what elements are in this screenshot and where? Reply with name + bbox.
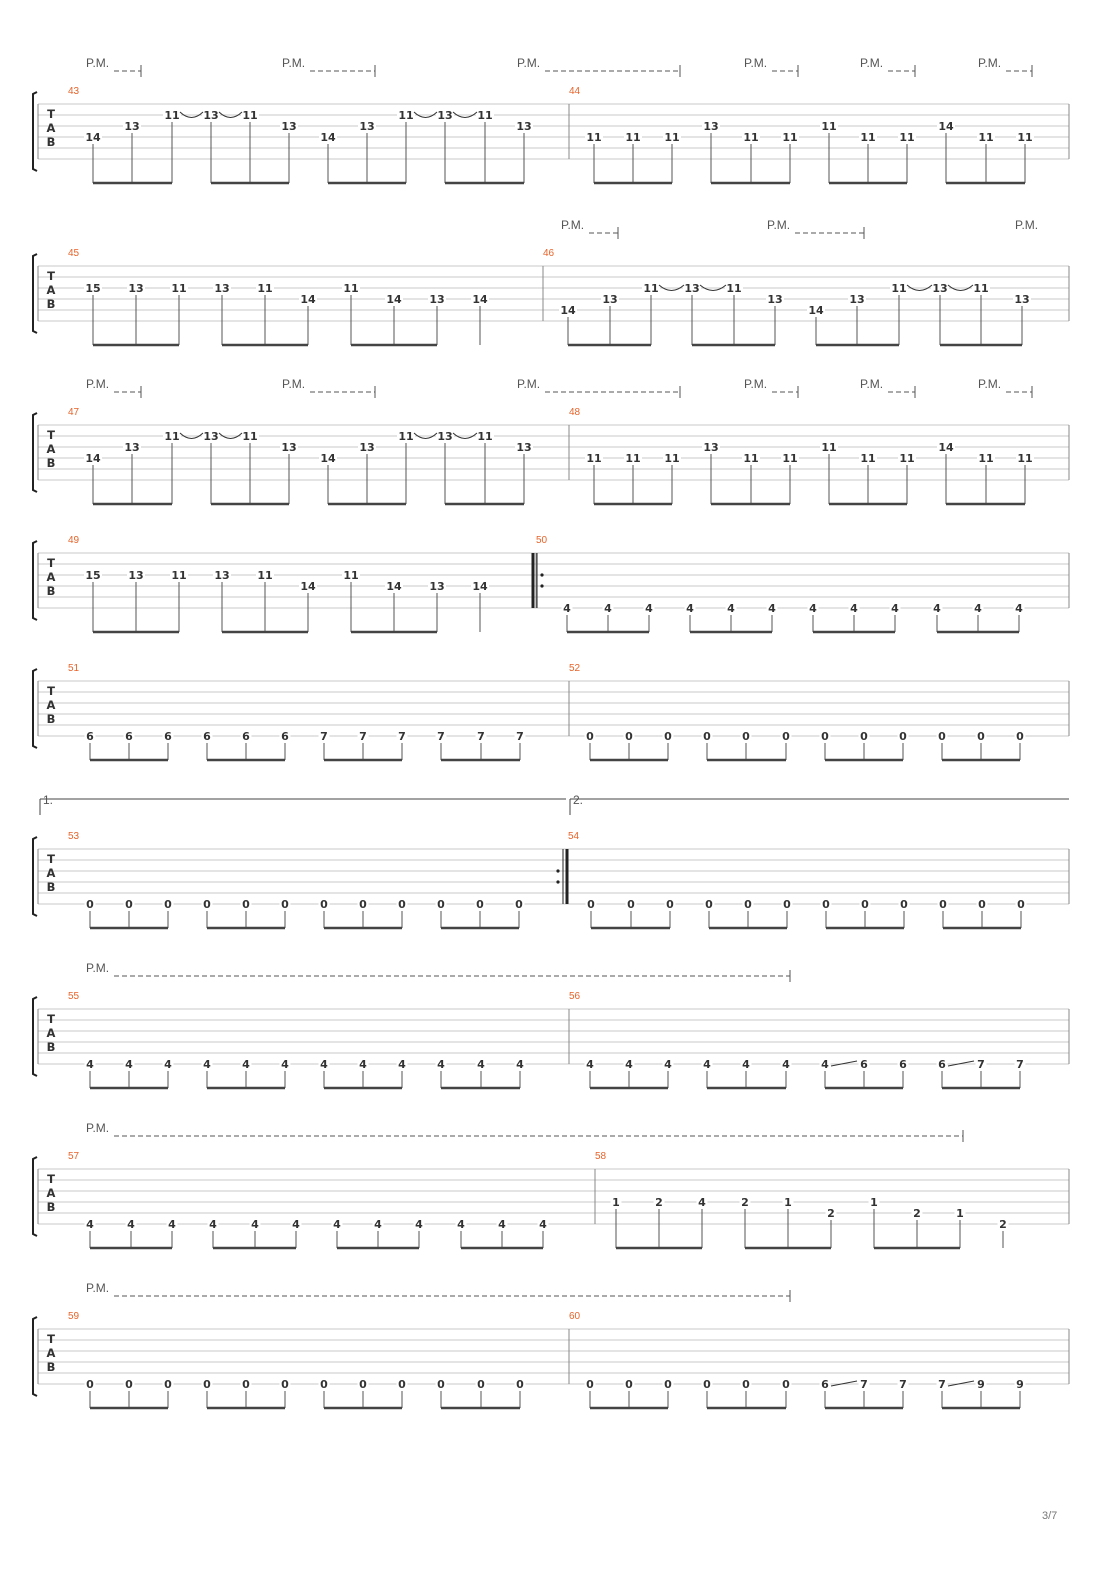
fret-number: 0 bbox=[625, 1378, 633, 1391]
tab-clef-letter: B bbox=[46, 880, 56, 894]
fret-number: 0 bbox=[437, 898, 445, 911]
fret-number: 6 bbox=[242, 730, 250, 743]
fret-number: 7 bbox=[477, 730, 485, 743]
fret-number: 11 bbox=[242, 109, 258, 122]
fret-number: 0 bbox=[203, 898, 211, 911]
tab-clef-letter: T bbox=[47, 684, 55, 698]
fret-number: 4 bbox=[168, 1218, 176, 1231]
fret-number: 0 bbox=[1016, 730, 1024, 743]
fret-number: 0 bbox=[821, 730, 829, 743]
measure-number: 43 bbox=[68, 86, 80, 97]
tab-clef-letter: B bbox=[46, 297, 56, 311]
fret-number: 0 bbox=[281, 1378, 289, 1391]
fret-number: 4 bbox=[457, 1218, 465, 1231]
measure-number: 60 bbox=[569, 1311, 581, 1322]
fret-number: 13 bbox=[516, 441, 532, 454]
measure-number: 54 bbox=[568, 831, 580, 842]
fret-number: 11 bbox=[164, 109, 180, 122]
fret-number: 4 bbox=[586, 1058, 594, 1071]
fret-number: 4 bbox=[727, 602, 735, 615]
fret-number: 13 bbox=[703, 120, 719, 133]
fret-number: 7 bbox=[516, 730, 524, 743]
fret-number: 7 bbox=[437, 730, 445, 743]
fret-number: 0 bbox=[742, 1378, 750, 1391]
measure-number: 56 bbox=[569, 991, 581, 1002]
tab-clef-letter: T bbox=[47, 1172, 55, 1186]
system-bracket bbox=[33, 254, 37, 333]
measure-number: 48 bbox=[569, 407, 581, 418]
fret-number: 11 bbox=[625, 452, 641, 465]
fret-number: 4 bbox=[664, 1058, 672, 1071]
tab-system bbox=[33, 1281, 1069, 1408]
fret-number: 14 bbox=[386, 580, 402, 593]
fret-number: 0 bbox=[125, 1378, 133, 1391]
fret-number: 0 bbox=[977, 730, 985, 743]
fret-number: 6 bbox=[938, 1058, 946, 1071]
fret-number: 11 bbox=[899, 131, 915, 144]
fret-number: 1 bbox=[870, 1196, 878, 1209]
palm-mute-label: P.M. bbox=[561, 218, 585, 232]
palm-mute-label: P.M. bbox=[744, 56, 768, 70]
system-bracket bbox=[33, 413, 37, 492]
palm-mute-label: P.M. bbox=[517, 377, 541, 391]
fret-number: 4 bbox=[933, 602, 941, 615]
fret-number: 4 bbox=[809, 602, 817, 615]
fret-number: 0 bbox=[861, 898, 869, 911]
fret-number: 0 bbox=[398, 1378, 406, 1391]
fret-number: 13 bbox=[128, 569, 144, 582]
fret-number: 11 bbox=[664, 452, 680, 465]
fret-number: 4 bbox=[86, 1218, 94, 1231]
tab-clef-letter: T bbox=[47, 107, 55, 121]
fret-number: 0 bbox=[703, 1378, 711, 1391]
tab-clef-letter: T bbox=[47, 269, 55, 283]
fret-number: 13 bbox=[214, 569, 230, 582]
fret-number: 11 bbox=[257, 282, 273, 295]
fret-number: 4 bbox=[768, 602, 776, 615]
tab-clef-letter: A bbox=[46, 442, 56, 456]
fret-number: 0 bbox=[666, 898, 674, 911]
fret-number: 13 bbox=[684, 282, 700, 295]
fret-number: 14 bbox=[560, 304, 576, 317]
fret-number: 4 bbox=[891, 602, 899, 615]
fret-number: 1 bbox=[956, 1207, 964, 1220]
fret-number: 1 bbox=[612, 1196, 620, 1209]
fret-number: 0 bbox=[516, 1378, 524, 1391]
fret-number: 0 bbox=[938, 730, 946, 743]
fret-number: 11 bbox=[1017, 131, 1033, 144]
fret-number: 11 bbox=[743, 452, 759, 465]
fret-number: 7 bbox=[938, 1378, 946, 1391]
palm-mute-label: P.M. bbox=[86, 1281, 110, 1295]
fret-number: 0 bbox=[203, 1378, 211, 1391]
fret-number: 13 bbox=[359, 120, 375, 133]
measure-number: 49 bbox=[68, 535, 80, 546]
measure-number: 59 bbox=[68, 1311, 80, 1322]
fret-number: 0 bbox=[664, 730, 672, 743]
palm-mute-label: P.M. bbox=[1015, 218, 1039, 232]
fret-number: 13 bbox=[1014, 293, 1030, 306]
fret-number: 4 bbox=[203, 1058, 211, 1071]
fret-number: 0 bbox=[86, 898, 94, 911]
tab-system bbox=[33, 1121, 1069, 1248]
fret-number: 4 bbox=[127, 1218, 135, 1231]
fret-number: 11 bbox=[643, 282, 659, 295]
tab-clef-letter: T bbox=[47, 556, 55, 570]
fret-number: 13 bbox=[429, 293, 445, 306]
fret-number: 4 bbox=[281, 1058, 289, 1071]
fret-number: 2 bbox=[999, 1218, 1007, 1231]
fret-number: 11 bbox=[973, 282, 989, 295]
measure-number: 58 bbox=[595, 1151, 607, 1162]
fret-number: 11 bbox=[899, 452, 915, 465]
fret-number: 0 bbox=[978, 898, 986, 911]
fret-number: 0 bbox=[242, 1378, 250, 1391]
fret-number: 2 bbox=[827, 1207, 835, 1220]
fret-number: 4 bbox=[477, 1058, 485, 1071]
fret-number: 11 bbox=[586, 452, 602, 465]
fret-number: 7 bbox=[1016, 1058, 1024, 1071]
fret-number: 4 bbox=[782, 1058, 790, 1071]
fret-number: 13 bbox=[437, 430, 453, 443]
fret-number: 7 bbox=[398, 730, 406, 743]
fret-number: 0 bbox=[627, 898, 635, 911]
fret-number: 9 bbox=[1016, 1378, 1024, 1391]
fret-number: 14 bbox=[808, 304, 824, 317]
tab-clef-letter: A bbox=[46, 283, 56, 297]
fret-number: 11 bbox=[978, 131, 994, 144]
fret-number: 0 bbox=[625, 730, 633, 743]
fret-number: 11 bbox=[978, 452, 994, 465]
fret-number: 13 bbox=[203, 430, 219, 443]
fret-number: 14 bbox=[386, 293, 402, 306]
fret-number: 14 bbox=[85, 131, 101, 144]
tab-clef-letter: A bbox=[46, 1346, 56, 1360]
fret-number: 4 bbox=[242, 1058, 250, 1071]
tab-clef-letter: T bbox=[47, 852, 55, 866]
fret-number: 4 bbox=[974, 602, 982, 615]
palm-mute-label: P.M. bbox=[744, 377, 768, 391]
fret-number: 0 bbox=[664, 1378, 672, 1391]
tab-clef-letter: A bbox=[46, 1186, 56, 1200]
fret-number: 4 bbox=[498, 1218, 506, 1231]
fret-number: 4 bbox=[821, 1058, 829, 1071]
fret-number: 11 bbox=[860, 131, 876, 144]
fret-number: 13 bbox=[281, 120, 297, 133]
fret-number: 11 bbox=[625, 131, 641, 144]
tab-system bbox=[33, 56, 1069, 183]
fret-number: 4 bbox=[251, 1218, 259, 1231]
fret-number: 0 bbox=[125, 898, 133, 911]
fret-number: 11 bbox=[257, 569, 273, 582]
fret-number: 4 bbox=[645, 602, 653, 615]
fret-number: 4 bbox=[686, 602, 694, 615]
fret-number: 4 bbox=[292, 1218, 300, 1231]
fret-number: 14 bbox=[320, 452, 336, 465]
tab-clef-letter: B bbox=[46, 712, 56, 726]
fret-number: 0 bbox=[705, 898, 713, 911]
fret-number: 13 bbox=[932, 282, 948, 295]
palm-mute-label: P.M. bbox=[86, 1121, 110, 1135]
fret-number: 13 bbox=[214, 282, 230, 295]
tab-clef-letter: T bbox=[47, 1012, 55, 1026]
fret-number: 6 bbox=[164, 730, 172, 743]
palm-mute-label: P.M. bbox=[860, 56, 884, 70]
fret-number: 0 bbox=[477, 1378, 485, 1391]
palm-mute-label: P.M. bbox=[282, 56, 306, 70]
fret-number: 11 bbox=[782, 452, 798, 465]
fret-number: 6 bbox=[899, 1058, 907, 1071]
fret-number: 11 bbox=[398, 109, 414, 122]
fret-number: 11 bbox=[398, 430, 414, 443]
palm-mute-label: P.M. bbox=[86, 961, 110, 975]
system-bracket bbox=[33, 997, 37, 1076]
fret-number: 2 bbox=[913, 1207, 921, 1220]
measure-number: 51 bbox=[68, 663, 80, 674]
fret-number: 0 bbox=[860, 730, 868, 743]
fret-number: 11 bbox=[171, 569, 187, 582]
fret-number: 13 bbox=[124, 441, 140, 454]
fret-number: 7 bbox=[359, 730, 367, 743]
fret-number: 6 bbox=[281, 730, 289, 743]
tab-clef-letter: B bbox=[46, 1040, 56, 1054]
tab-system bbox=[33, 793, 1069, 928]
tab-clef-letter: T bbox=[47, 1332, 55, 1346]
fret-number: 15 bbox=[85, 282, 101, 295]
fret-number: 14 bbox=[85, 452, 101, 465]
fret-number: 0 bbox=[359, 898, 367, 911]
measure-number: 44 bbox=[569, 86, 581, 97]
system-bracket bbox=[33, 1317, 37, 1396]
fret-number: 13 bbox=[203, 109, 219, 122]
fret-number: 9 bbox=[977, 1378, 985, 1391]
measure-number: 47 bbox=[68, 407, 80, 418]
fret-number: 4 bbox=[209, 1218, 217, 1231]
measure-number: 55 bbox=[68, 991, 80, 1002]
fret-number: 11 bbox=[860, 452, 876, 465]
system-bracket bbox=[33, 92, 37, 171]
fret-number: 13 bbox=[281, 441, 297, 454]
fret-number: 14 bbox=[300, 293, 316, 306]
fret-number: 0 bbox=[782, 730, 790, 743]
fret-number: 14 bbox=[938, 441, 954, 454]
volta-2-label: 2. bbox=[573, 793, 584, 807]
fret-number: 13 bbox=[767, 293, 783, 306]
fret-number: 13 bbox=[703, 441, 719, 454]
fret-number: 11 bbox=[821, 120, 837, 133]
fret-number: 6 bbox=[860, 1058, 868, 1071]
fret-number: 6 bbox=[86, 730, 94, 743]
tab-system bbox=[33, 377, 1069, 504]
fret-number: 0 bbox=[398, 898, 406, 911]
tab-system bbox=[33, 218, 1069, 345]
fret-number: 13 bbox=[516, 120, 532, 133]
fret-number: 0 bbox=[1017, 898, 1025, 911]
fret-number: 0 bbox=[586, 1378, 594, 1391]
page-number: 3/7 bbox=[1042, 1510, 1058, 1522]
fret-number: 11 bbox=[743, 131, 759, 144]
fret-number: 0 bbox=[437, 1378, 445, 1391]
fret-number: 7 bbox=[860, 1378, 868, 1391]
fret-number: 0 bbox=[476, 898, 484, 911]
tab-clef-letter: B bbox=[46, 1200, 56, 1214]
fret-number: 11 bbox=[891, 282, 907, 295]
fret-number: 6 bbox=[125, 730, 133, 743]
system-bracket bbox=[33, 541, 37, 620]
palm-mute-label: P.M. bbox=[86, 56, 110, 70]
fret-number: 4 bbox=[398, 1058, 406, 1071]
tab-system bbox=[33, 961, 1069, 1088]
fret-number: 11 bbox=[242, 430, 258, 443]
fret-number: 0 bbox=[586, 730, 594, 743]
tab-clef-letter: A bbox=[46, 698, 56, 712]
measure-number: 53 bbox=[68, 831, 80, 842]
tab-clef-letter: A bbox=[46, 121, 56, 135]
fret-number: 14 bbox=[320, 131, 336, 144]
fret-number: 11 bbox=[343, 282, 359, 295]
fret-number: 7 bbox=[320, 730, 328, 743]
fret-number: 0 bbox=[359, 1378, 367, 1391]
fret-number: 13 bbox=[437, 109, 453, 122]
palm-mute-label: P.M. bbox=[767, 218, 791, 232]
fret-number: 4 bbox=[703, 1058, 711, 1071]
palm-mute-label: P.M. bbox=[978, 56, 1002, 70]
fret-number: 4 bbox=[125, 1058, 133, 1071]
fret-number: 2 bbox=[741, 1196, 749, 1209]
fret-number: 11 bbox=[726, 282, 742, 295]
tab-clef-letter: A bbox=[46, 570, 56, 584]
palm-mute-label: P.M. bbox=[282, 377, 306, 391]
system-bracket bbox=[33, 1157, 37, 1236]
fret-number: 13 bbox=[124, 120, 140, 133]
measure-number: 52 bbox=[569, 663, 581, 674]
fret-number: 11 bbox=[477, 430, 493, 443]
fret-number: 1 bbox=[784, 1196, 792, 1209]
fret-number: 0 bbox=[899, 730, 907, 743]
fret-number: 7 bbox=[899, 1378, 907, 1391]
fret-number: 13 bbox=[429, 580, 445, 593]
fret-number: 11 bbox=[477, 109, 493, 122]
repeat-dot bbox=[540, 573, 543, 576]
fret-number: 11 bbox=[164, 430, 180, 443]
fret-number: 4 bbox=[320, 1058, 328, 1071]
fret-number: 0 bbox=[242, 898, 250, 911]
fret-number: 11 bbox=[171, 282, 187, 295]
repeat-dot bbox=[556, 869, 559, 872]
tab-clef-letter: T bbox=[47, 428, 55, 442]
tab-system bbox=[33, 663, 1069, 760]
fret-number: 11 bbox=[343, 569, 359, 582]
fret-number: 4 bbox=[164, 1058, 172, 1071]
fret-number: 14 bbox=[472, 580, 488, 593]
fret-number: 11 bbox=[664, 131, 680, 144]
fret-number: 0 bbox=[281, 898, 289, 911]
fret-number: 4 bbox=[604, 602, 612, 615]
tab-clef-letter: B bbox=[46, 584, 56, 598]
palm-mute-label: P.M. bbox=[517, 56, 541, 70]
fret-number: 4 bbox=[86, 1058, 94, 1071]
fret-number: 13 bbox=[359, 441, 375, 454]
fret-number: 0 bbox=[164, 1378, 172, 1391]
tab-clef-letter: B bbox=[46, 135, 56, 149]
fret-number: 11 bbox=[586, 131, 602, 144]
measure-number: 46 bbox=[543, 248, 555, 259]
fret-number: 0 bbox=[783, 898, 791, 911]
fret-number: 4 bbox=[698, 1196, 706, 1209]
fret-number: 14 bbox=[300, 580, 316, 593]
fret-number: 4 bbox=[437, 1058, 445, 1071]
fret-number: 11 bbox=[782, 131, 798, 144]
fret-number: 0 bbox=[744, 898, 752, 911]
volta-1-label: 1. bbox=[43, 793, 54, 807]
fret-number: 15 bbox=[85, 569, 101, 582]
tab-system bbox=[33, 535, 1069, 632]
fret-number: 0 bbox=[587, 898, 595, 911]
fret-number: 4 bbox=[850, 602, 858, 615]
tab-clef-letter: A bbox=[46, 1026, 56, 1040]
fret-number: 4 bbox=[359, 1058, 367, 1071]
fret-number: 4 bbox=[1015, 602, 1023, 615]
tab-clef-letter: B bbox=[46, 456, 56, 470]
fret-number: 2 bbox=[655, 1196, 663, 1209]
fret-number: 0 bbox=[939, 898, 947, 911]
fret-number: 14 bbox=[938, 120, 954, 133]
fret-number: 4 bbox=[539, 1218, 547, 1231]
measure-number: 57 bbox=[68, 1151, 80, 1162]
fret-number: 4 bbox=[374, 1218, 382, 1231]
fret-number: 0 bbox=[822, 898, 830, 911]
fret-number: 0 bbox=[320, 1378, 328, 1391]
fret-number: 4 bbox=[333, 1218, 341, 1231]
tab-clef-letter: B bbox=[46, 1360, 56, 1374]
palm-mute-label: P.M. bbox=[86, 377, 110, 391]
repeat-dot bbox=[540, 584, 543, 587]
fret-number: 13 bbox=[849, 293, 865, 306]
fret-number: 0 bbox=[320, 898, 328, 911]
fret-number: 0 bbox=[86, 1378, 94, 1391]
system-bracket bbox=[33, 669, 37, 748]
fret-number: 6 bbox=[821, 1378, 829, 1391]
fret-number: 7 bbox=[977, 1058, 985, 1071]
measure-number: 45 bbox=[68, 248, 80, 259]
fret-number: 0 bbox=[742, 730, 750, 743]
fret-number: 0 bbox=[164, 898, 172, 911]
fret-number: 0 bbox=[703, 730, 711, 743]
fret-number: 0 bbox=[782, 1378, 790, 1391]
palm-mute-label: P.M. bbox=[978, 377, 1002, 391]
fret-number: 4 bbox=[516, 1058, 524, 1071]
fret-number: 14 bbox=[472, 293, 488, 306]
fret-number: 13 bbox=[602, 293, 618, 306]
fret-number: 0 bbox=[900, 898, 908, 911]
tab-clef-letter: A bbox=[46, 866, 56, 880]
fret-number: 4 bbox=[563, 602, 571, 615]
fret-number: 4 bbox=[415, 1218, 423, 1231]
fret-number: 11 bbox=[1017, 452, 1033, 465]
measure-number: 50 bbox=[536, 535, 548, 546]
repeat-dot bbox=[556, 880, 559, 883]
fret-number: 6 bbox=[203, 730, 211, 743]
fret-number: 13 bbox=[128, 282, 144, 295]
system-bracket bbox=[33, 837, 37, 916]
fret-number: 0 bbox=[515, 898, 523, 911]
fret-number: 4 bbox=[742, 1058, 750, 1071]
fret-number: 11 bbox=[821, 441, 837, 454]
fret-number: 4 bbox=[625, 1058, 633, 1071]
palm-mute-label: P.M. bbox=[860, 377, 884, 391]
